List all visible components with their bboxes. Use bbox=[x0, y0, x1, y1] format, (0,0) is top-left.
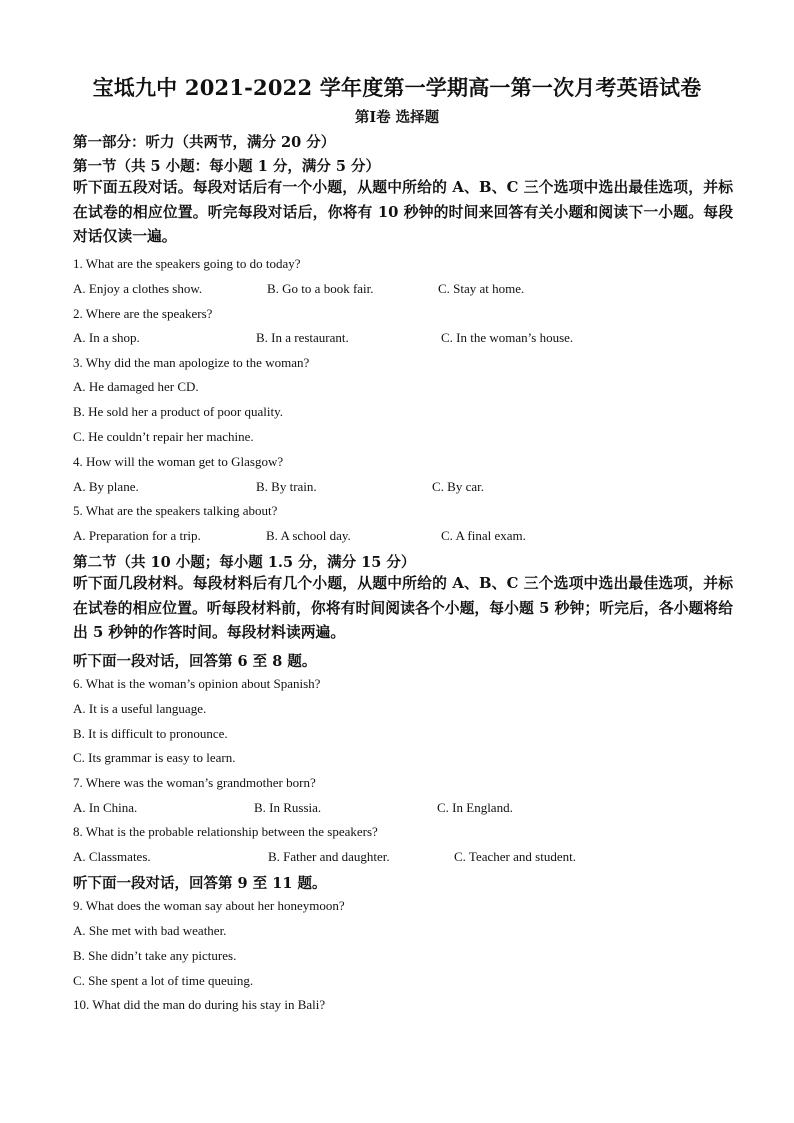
question-5: 5. What are the speakers talking about? bbox=[73, 503, 278, 518]
question-8: 8. What is the probable relationship between the speakers? bbox=[73, 824, 378, 839]
q9-option-a: A. She met with bad weather. bbox=[73, 923, 227, 938]
q7-option-a: A. In China. bbox=[73, 800, 138, 815]
group1-heading: 听下面一段对话，回答第 6 至 8 题。 bbox=[73, 653, 317, 670]
q8-option-a: A. Classmates. bbox=[73, 849, 151, 864]
q1-option-a: A. Enjoy a clothes show. bbox=[73, 281, 203, 296]
q8-option-c: C. Teacher and student. bbox=[454, 849, 576, 864]
q6-option-c: C. Its grammar is easy to learn. bbox=[73, 750, 236, 765]
q5-option-b: B. A school day. bbox=[266, 528, 351, 543]
q6-option-a: A. It is a useful language. bbox=[73, 701, 207, 716]
q2-option-c: C. In the woman’s house. bbox=[441, 330, 574, 345]
q9-option-b: B. She didn’t take any pictures. bbox=[73, 948, 237, 963]
q7-option-c: C. In England. bbox=[437, 800, 513, 815]
q4-option-a: A. By plane. bbox=[73, 479, 139, 494]
q6-option-b: B. It is difficult to pronounce. bbox=[73, 726, 228, 741]
question-10: 10. What did the man do during his stay in Bali? bbox=[73, 997, 326, 1012]
paper-subtitle: 第Ⅰ卷 选择题 bbox=[354, 109, 440, 126]
question-6: 6. What is the woman’s opinion about Spanish? bbox=[73, 676, 321, 691]
q5-option-a: A. Preparation for a trip. bbox=[73, 528, 201, 543]
q3-option-b: B. He sold her a product of poor quality. bbox=[73, 404, 283, 419]
section2-heading: 第二节（共 10 小题；每小题 1.5 分，满分 15 分） bbox=[73, 554, 416, 571]
part1-heading: 第一部分：听力（共两节，满分 20 分） bbox=[73, 134, 336, 151]
q4-option-b: B. By train. bbox=[256, 479, 317, 494]
section1-instructions: 听下面五段对话。每段对话后有一个小题，从题中所给的 A、B、C 三个选项中选出最佳选项，并标在试卷的相应位置。听完每段对话后，你将有 10 秒钟的时间来回答有关小题和阅读下一小题。每段对话仅读一遍。 bbox=[73, 179, 733, 245]
q3-option-c: C. He couldn’t repair her machine. bbox=[73, 429, 254, 444]
q1-option-b: B. Go to a book fair. bbox=[267, 281, 374, 296]
page-title: 宝坻九中 2021-2022 学年度第一学期高一第一次月考英语试卷 bbox=[92, 75, 702, 100]
q3-option-a: A. He damaged her CD. bbox=[73, 379, 199, 394]
q8-option-b: B. Father and daughter. bbox=[268, 849, 390, 864]
q7-option-b: B. In Russia. bbox=[254, 800, 322, 815]
q1-option-c: C. Stay at home. bbox=[438, 281, 525, 296]
section2-instructions: 听下面几段材料。每段材料后有几个小题，从题中所给的 A、B、C 三个选项中选出最佳选项，并标在试卷的相应位置。听每段材料前，你将有时间阅读各个小题，每小题 5 秒钟；听完后，各小题将给出 5 秒钟的作答时间。每段材料读两遍。 bbox=[73, 575, 733, 641]
section1-heading: 第一节（共 5 小题：每小题 1 分，满分 5 分） bbox=[73, 158, 381, 175]
question-3: 3. Why did the man apologize to the woman? bbox=[73, 355, 310, 370]
q4-option-c: C. By car. bbox=[432, 479, 484, 494]
group2-heading: 听下面一段对话，回答第 9 至 11 题。 bbox=[73, 875, 327, 892]
question-7: 7. Where was the woman’s grandmother born? bbox=[73, 775, 316, 790]
question-4: 4. How will the woman get to Glasgow? bbox=[73, 454, 284, 469]
question-9: 9. What does the woman say about her honeymoon? bbox=[73, 898, 345, 913]
q2-option-a: A. In a shop. bbox=[73, 330, 140, 345]
q2-option-b: B. In a restaurant. bbox=[256, 330, 349, 345]
q9-option-c: C. She spent a lot of time queuing. bbox=[73, 973, 254, 988]
question-1: 1. What are the speakers going to do today? bbox=[73, 256, 301, 271]
question-2: 2. Where are the speakers? bbox=[73, 306, 213, 321]
q5-option-c: C. A final exam. bbox=[441, 528, 526, 543]
